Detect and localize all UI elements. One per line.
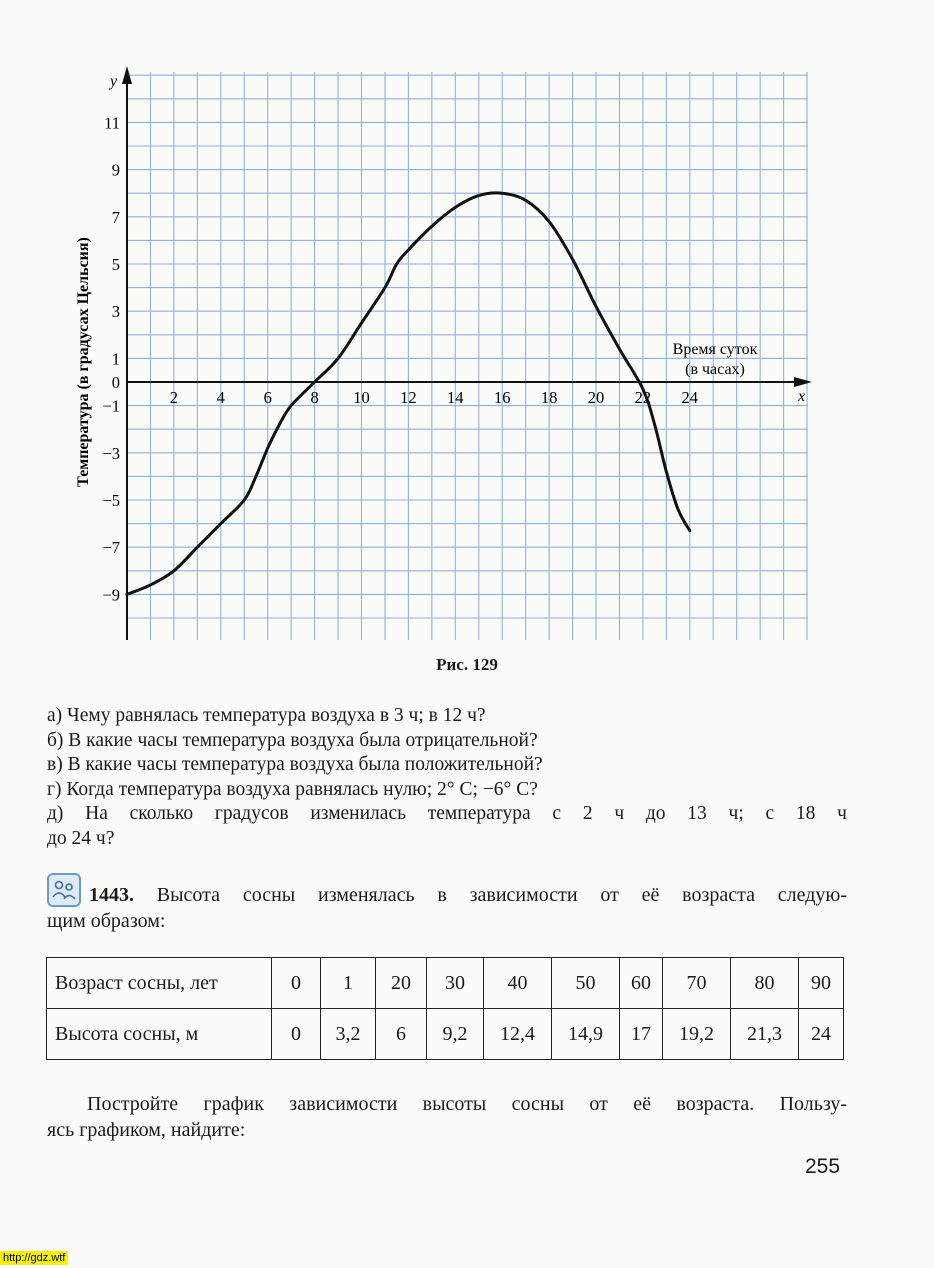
x-tick-label: 10: [353, 388, 370, 407]
x-tick-label: 18: [540, 388, 558, 407]
instruction-text: [47, 1091, 847, 1143]
x-axis-label-line2: (в часах): [685, 361, 745, 378]
question-b: б) В какие часы температура воздуха была отрицательной?: [47, 729, 538, 751]
task-number: 1443.: [89, 884, 134, 906]
table-cell: 9,2: [427, 1009, 484, 1060]
x-tick-label: 4: [216, 388, 225, 407]
table-cell: 70: [663, 958, 731, 1009]
task-line1: [47, 873, 847, 908]
pine-table: [46, 957, 844, 1060]
x-tick-label: 8: [310, 388, 319, 407]
table-cell: 0: [272, 1009, 321, 1060]
y-axis-symbol: y: [110, 73, 118, 90]
y-tick-label: −9: [102, 585, 120, 605]
table-cell: 3,2: [321, 1009, 376, 1060]
x-tick-label: 24: [681, 388, 699, 407]
y-tick-label: 1: [111, 349, 120, 369]
y-tick-label: −7: [102, 538, 120, 558]
x-axis-label-line1: Время суток: [672, 341, 758, 358]
table-cell: 90: [799, 958, 844, 1009]
task-1443: [47, 873, 847, 934]
page-number: 255: [805, 1155, 841, 1178]
questions-list: [47, 704, 847, 851]
y-tick-label: 9: [111, 160, 120, 180]
x-tick-label: 2: [169, 388, 179, 407]
question-a: а) Чему равнялась температура воздуха в 3 ч; в 12 ч?: [47, 705, 486, 726]
table-cell: 6: [376, 1009, 427, 1060]
x-axis-symbol: x: [798, 388, 806, 405]
table-cell: 1: [321, 958, 376, 1009]
row-label-height: Высота сосны, м: [47, 1009, 272, 1060]
x-tick-label: 6: [263, 388, 272, 407]
y-tick-label: 0: [111, 373, 120, 392]
table-cell: 24: [799, 1009, 844, 1060]
y-tick-label: −3: [102, 443, 120, 463]
y-tick-label: 5: [111, 255, 120, 274]
instruction-line2: ясь графиком, найдите:: [47, 1119, 246, 1141]
y-tick-label: −5: [102, 491, 120, 510]
task-text-line2: щим образом:: [47, 910, 166, 932]
question-d: г) Когда температура воздуха равнялась нулю; 2° С; −6° С?: [47, 778, 538, 800]
table-row: [47, 958, 844, 1009]
row-label-age: Возраст сосны, лет: [47, 958, 272, 1009]
table-cell: 40: [484, 958, 552, 1009]
table-cell: 21,3: [731, 1009, 799, 1060]
table-cell: 30: [427, 958, 484, 1009]
table-cell: 19,2: [663, 1009, 731, 1060]
instruction-line1: Постройте график зависимости высоты сосны от её возраста. Пользу-: [87, 1093, 847, 1115]
figure-caption: Рис. 129: [436, 655, 498, 674]
x-tick-label: 16: [493, 388, 511, 407]
watermark-link[interactable]: http://gdz.wtf: [0, 1251, 68, 1265]
table-cell: 20: [376, 958, 427, 1009]
table-cell: 0: [272, 958, 321, 1009]
x-axis-arrow: [794, 377, 812, 387]
y-axis-label: Температура (в градусах Цельсия): [75, 237, 92, 487]
y-tick-label: −1: [102, 396, 120, 416]
y-tick-label: 11: [104, 113, 120, 133]
table-cell: 12,4: [484, 1009, 552, 1060]
group-work-icon: [47, 873, 81, 907]
task-text-line1: Высота сосны изменялась в зависимости от её возраста следую-: [156, 884, 847, 906]
table-cell: 50: [552, 958, 620, 1009]
x-tick-label: 22: [634, 388, 652, 407]
table-row: [47, 1009, 844, 1060]
x-tick-label: 14: [447, 388, 464, 407]
question-e-continued: до 24 ч?: [47, 827, 115, 849]
table-cell: 80: [731, 958, 799, 1009]
x-tick-label: 12: [400, 388, 417, 407]
table-cell: 17: [620, 1009, 663, 1060]
y-tick-label: 3: [111, 302, 120, 322]
question-c: в) В какие часы температура воздуха была положительной?: [47, 754, 543, 775]
y-tick-label: 7: [111, 207, 120, 227]
table-cell: 60: [620, 958, 663, 1009]
x-tick-label: 20: [587, 388, 605, 407]
question-e: д) На сколько градусов изменилась температура с 2 ч до 13 ч; с 18 ч: [47, 803, 847, 824]
table-cell: 14,9: [552, 1009, 620, 1060]
